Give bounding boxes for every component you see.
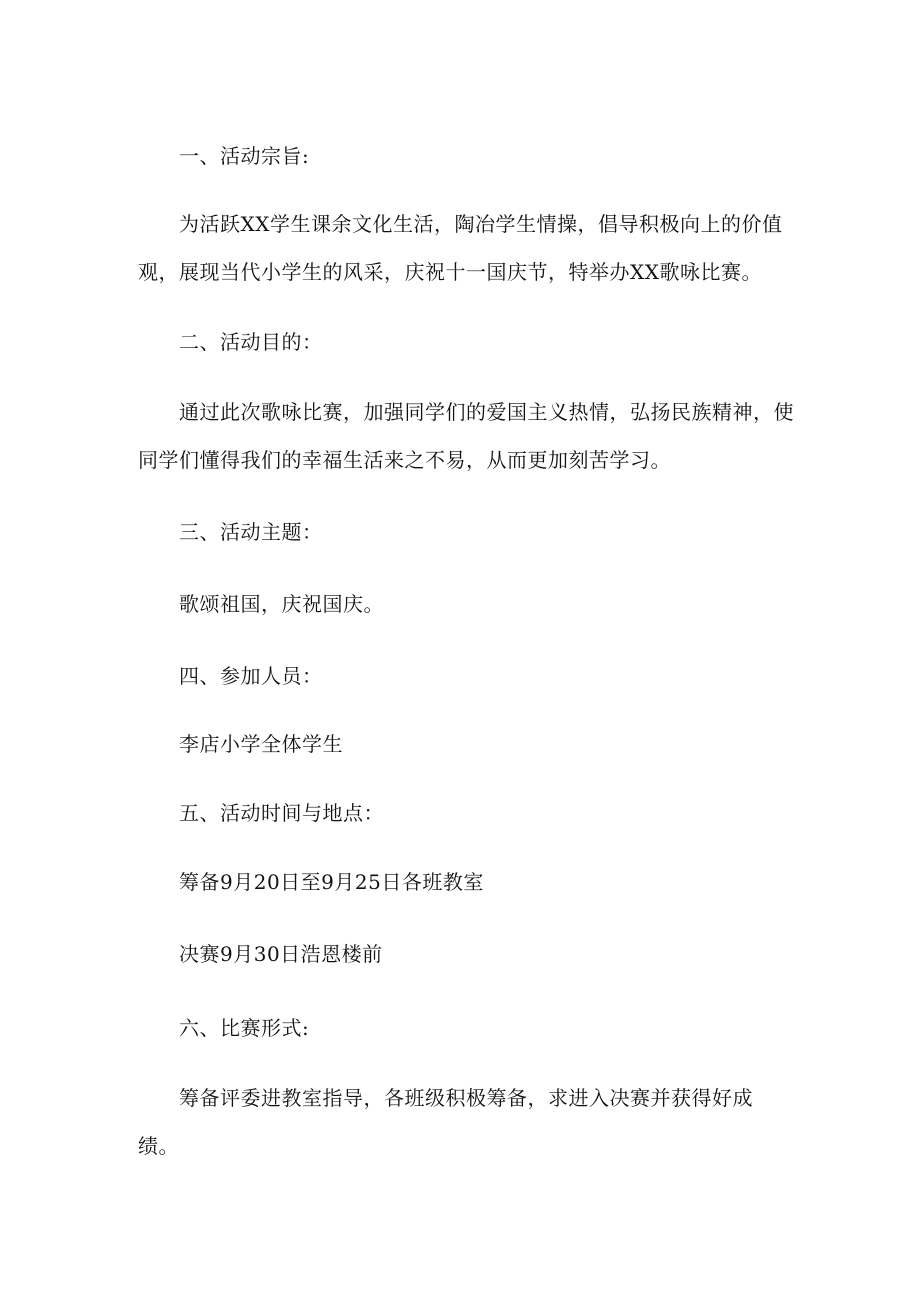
- section-6-heading: 六、比赛形式:: [179, 1016, 310, 1040]
- section-1-body-line-2: 观，展现当代小学生的风采，庆祝十一国庆节，特举办XX歌咏比赛。: [138, 260, 762, 284]
- section-1-body-line-1: 为活跃XX学生课余文化生活，陶冶学生情操，倡导积极向上的价值: [179, 212, 783, 236]
- section-1-heading: 一、活动宗旨:: [179, 144, 310, 168]
- section-4-body-line-1: 李店小学全体学生: [179, 732, 343, 756]
- section-2-heading: 二、活动目的：: [179, 330, 323, 354]
- section-5-body-line-2: 决赛9月30日浩恩楼前: [179, 942, 383, 966]
- section-4-heading: 四、参加人员：: [179, 664, 323, 688]
- section-6-body-line-2: 绩。: [138, 1134, 179, 1158]
- section-3-body-line-1: 歌颂祖国，庆祝国庆。: [179, 592, 384, 616]
- section-5-body-line-1: 筹备9月20日至9月25日各班教室: [179, 870, 484, 894]
- section-5-heading: 五、活动时间与地点：: [179, 801, 384, 825]
- section-2-body-line-1: 通过此次歌咏比赛，加强同学们的爱国主义热情，弘扬民族精神，使: [179, 400, 794, 424]
- section-2-body-line-2: 同学们懂得我们的幸福生活来之不易，从而更加刻苦学习。: [138, 448, 671, 472]
- section-6-body-line-1: 筹备评委进教室指导，各班级积极筹备，求进入决赛并获得好成: [179, 1086, 753, 1110]
- section-3-heading: 三、活动主题：: [179, 520, 323, 544]
